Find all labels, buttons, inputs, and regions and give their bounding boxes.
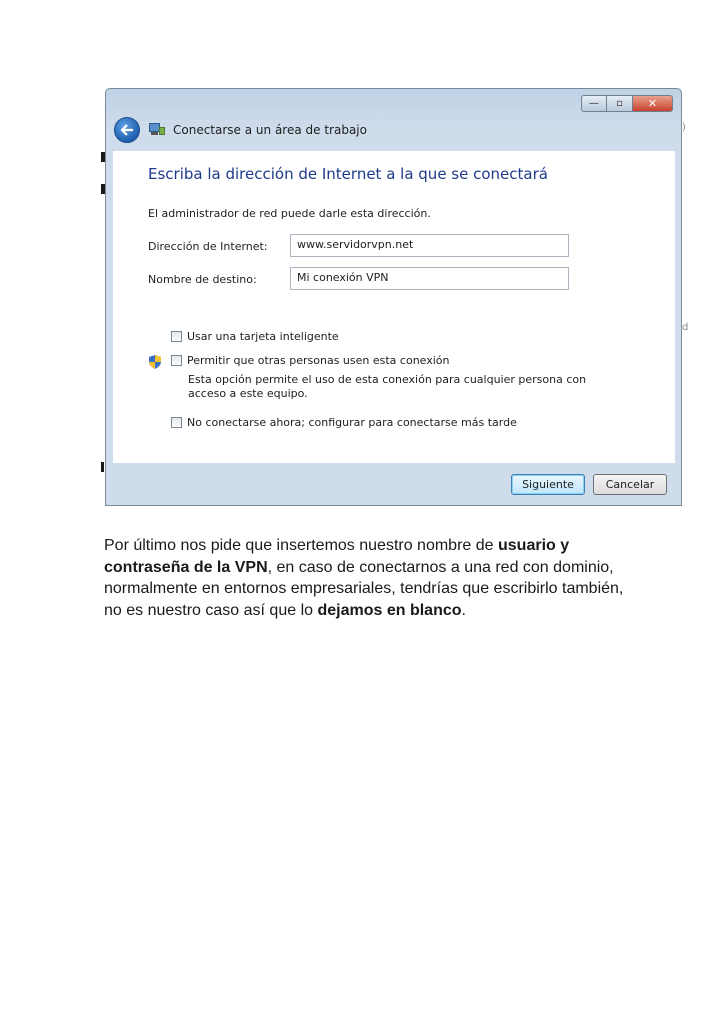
vpn-wizard-window bbox=[105, 88, 682, 506]
connect-later-option[interactable] bbox=[171, 416, 517, 429]
main-instruction: Escriba la dirección de Internet a la que se conectará bbox=[148, 165, 548, 183]
paragraph-text: . bbox=[461, 601, 466, 619]
window-title: Conectarse a un área de trabajo bbox=[173, 123, 367, 137]
next-button[interactable]: Siguiente bbox=[511, 474, 585, 495]
background-artifact bbox=[101, 462, 104, 472]
close-button[interactable]: ✕ bbox=[633, 95, 673, 112]
wizard-header bbox=[114, 116, 367, 144]
smart-card-label: Usar una tarjeta inteligente bbox=[187, 330, 339, 343]
background-artifact: ) bbox=[682, 122, 686, 133]
smart-card-checkbox[interactable] bbox=[171, 331, 182, 342]
paragraph-text: , en caso de conectarnos a una red con dominio, normalmente en entornos empresariales, tendrías que escribirlo también, no es nuestro caso así que lo bbox=[104, 558, 624, 619]
connect-later-checkbox[interactable] bbox=[171, 417, 182, 428]
internet-address-label: Dirección de Internet: bbox=[148, 240, 268, 253]
paragraph-bold: dejamos en blanco bbox=[317, 601, 462, 619]
share-connection-checkbox[interactable] bbox=[171, 355, 182, 366]
smart-card-option[interactable] bbox=[171, 330, 339, 343]
destination-name-label: Nombre de destino: bbox=[148, 273, 257, 286]
share-connection-label: Permitir que otras personas usen esta conexión bbox=[187, 354, 450, 367]
paragraph-text: Por último nos pide que insertemos nuestro nombre de bbox=[104, 537, 498, 554]
paragraph-bold: usuario y contraseña de la VPN bbox=[104, 537, 570, 576]
minimize-button[interactable]: — bbox=[581, 95, 607, 112]
back-arrow-icon[interactable] bbox=[114, 117, 140, 143]
caption-buttons bbox=[581, 95, 673, 112]
share-connection-option[interactable] bbox=[171, 354, 450, 367]
cancel-button[interactable]: Cancelar bbox=[593, 474, 667, 495]
wizard-content bbox=[113, 151, 675, 463]
maximize-button[interactable]: ▫ bbox=[607, 95, 633, 112]
description-text: El administrador de red puede darle esta dirección. bbox=[148, 207, 431, 220]
network-connection-icon bbox=[149, 123, 165, 137]
uac-shield-icon bbox=[149, 355, 161, 369]
connect-later-label: No conectarse ahora; configurar para conectarse más tarde bbox=[187, 416, 517, 429]
internet-address-input[interactable]: www.servidorvpn.net bbox=[290, 234, 569, 257]
instruction-paragraph bbox=[104, 535, 644, 621]
destination-name-input[interactable]: Mi conexión VPN bbox=[290, 267, 569, 290]
background-artifact: d bbox=[682, 322, 689, 333]
share-connection-note: Esta opción permite el uso de esta conexión para cualquier persona con acceso a este equipo. bbox=[188, 373, 587, 400]
